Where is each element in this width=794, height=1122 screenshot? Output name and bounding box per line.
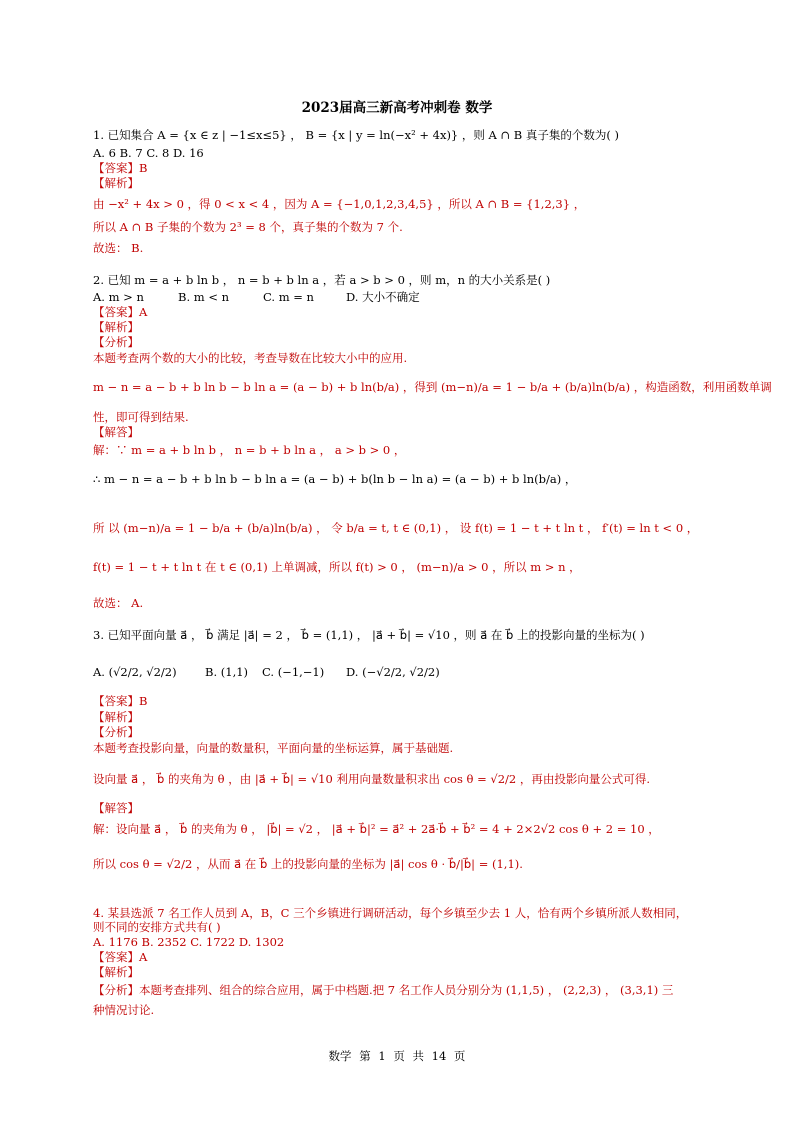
q2-answer: 【答案】A bbox=[93, 305, 148, 319]
q2-analysis-label: 【解析】 bbox=[93, 320, 139, 334]
q1-answer: 【答案】B bbox=[93, 161, 148, 175]
q2-solution-1: 解：∵ m = a + b ln b ， n = b + b ln a ， a > b > 0 ， bbox=[93, 443, 406, 457]
q3-fenxi-label: 【分析】 bbox=[93, 725, 139, 739]
q1-solution-line2: 所以 A ∩ B 子集的个数为 2³ = 8 个，真子集的个数为 7 个. bbox=[93, 220, 403, 234]
q4-answer: 【答案】A bbox=[93, 950, 148, 964]
q3-solution-1: 解：设向量 a⃗ ， b⃗ 的夹角为 θ ， |b⃗| = √2 ， |a⃗ + b⃗|² = a⃗² + 2a⃗·b⃗ + b⃗² = 4 + 2×2√2 cos θ + 2 = 10 ， bbox=[93, 822, 660, 836]
q2-solution-3: 所 以 (m−n)/a = 1 − b/a + (b/a)ln(b/a) ， 令 b/a = t, t ∈ (0,1) ， 设 f(t) = 1 − t + t ln t ， f′(t) = ln t < 0 ， bbox=[93, 521, 699, 535]
q3-option-b: B. (1,1) bbox=[205, 665, 249, 679]
q3-option-a: A. (√2/2, √2/2) bbox=[93, 665, 177, 679]
q1-options: A. 6 B. 7 C. 8 D. 16 bbox=[93, 146, 204, 160]
q3-option-c: C. (−1,−1) bbox=[262, 665, 325, 679]
q4-fenxi-line2: 种情况讨论. bbox=[93, 1003, 155, 1017]
q1-conclusion: 故选： B. bbox=[93, 241, 144, 255]
q2-stem: 2. 已知 m = a + b ln b ， n = b + b ln a ，若 a > b > 0 ，则 m，n 的大小关系是( ) bbox=[93, 273, 551, 287]
q3-analysis-label: 【解析】 bbox=[93, 710, 139, 724]
q2-fenxi-label: 【分析】 bbox=[93, 335, 139, 349]
q2-solution-4: f(t) = 1 − t + t ln t 在 t ∈ (0,1) 上单调减，所以 f(t) > 0 ， (m−n)/a > 0 ，所以 m > n ， bbox=[93, 560, 581, 574]
q2-analysis-line2: 性，即可得到结果. bbox=[93, 410, 189, 424]
page-footer: 数学 第 1 页 共 14 页 bbox=[328, 1049, 466, 1063]
q3-jieda-label: 【解答】 bbox=[93, 801, 139, 815]
q2-option-c: C. m = n bbox=[263, 290, 314, 304]
q3-analysis-line1: 设向量 a⃗ ， b⃗ 的夹角为 θ ，由 |a⃗ + b⃗| = √10 利用向量数量积求出 cos θ = √2/2 ，再由投影向量公式可得. bbox=[93, 772, 651, 786]
q4-fenxi-line1: 【分析】本题考查排列、组合的综合应用，属于中档题.把 7 名工作人员分别分为 (1,1,5) ， (2,2,3) ， (3,3,1) 三 bbox=[93, 983, 674, 997]
q2-fenxi: 本题考查两个数的大小的比较，考查导数在比较大小中的应用. bbox=[93, 351, 408, 365]
q4-stem-line2: 则不同的安排方式共有( ) bbox=[93, 920, 221, 934]
q1-analysis-label: 【解析】 bbox=[93, 176, 139, 190]
q2-jieda-label: 【解答】 bbox=[93, 425, 139, 439]
q2-analysis-line1: m − n = a − b + b ln b − b ln a = (a − b) + b ln(b/a) ，得到 (m−n)/a = 1 − b/a + (b/a)ln(b/a) ，构造函数，利用函数单调 bbox=[93, 380, 772, 394]
q2-solution-2: ∴ m − n = a − b + b ln b − b ln a = (a − b) + b(ln b − ln a) = (a − b) + b ln(b/a) ， bbox=[93, 472, 577, 486]
q4-stem-line1: 4. 某县选派 7 名工作人员到 A，B，C 三个乡镇进行调研活动，每个乡镇至少去 1 人，恰有两个乡镇所派人数相同， bbox=[93, 906, 688, 920]
q3-fenxi: 本题考查投影向量，向量的数量积，平面向量的坐标运算，属于基础题. bbox=[93, 741, 454, 755]
q4-options: A. 1176 B. 2352 C. 1722 D. 1302 bbox=[93, 935, 285, 949]
q3-solution-2: 所以 cos θ = √2/2 ，从而 a⃗ 在 b⃗ 上的投影向量的坐标为 |a⃗| cos θ · b⃗/|b⃗| = (1,1). bbox=[93, 857, 523, 871]
page-title: 2023届高三新高考冲刺卷 数学 bbox=[301, 100, 493, 116]
q1-solution-line1: 由 −x² + 4x > 0 ，得 0 < x < 4 ，因为 A = {−1,0,1,2,3,4,5} ，所以 A ∩ B = {1,2,3} ， bbox=[93, 197, 586, 211]
q3-answer: 【答案】B bbox=[93, 694, 148, 708]
q2-option-b: B. m < n bbox=[178, 290, 230, 304]
q3-stem: 3. 已知平面向量 a⃗ ， b⃗ 满足 |a⃗| = 2 ， b⃗ = (1,1) ， |a⃗ + b⃗| = √10 ，则 a⃗ 在 b⃗ 上的投影向量的坐标为( ) bbox=[93, 628, 645, 642]
q4-analysis-label: 【解析】 bbox=[93, 965, 139, 979]
q2-conclusion: 故选： A. bbox=[93, 596, 144, 610]
q2-option-a: A. m > n bbox=[93, 290, 144, 304]
q1-stem: 1. 已知集合 A = {x ∈ z | −1≤x≤5} ， B = {x | y = ln(−x² + 4x)} ，则 A ∩ B 真子集的个数为( ) bbox=[93, 128, 620, 142]
q3-option-d: D. (−√2/2, √2/2) bbox=[346, 665, 440, 679]
q2-option-d: D. 大小不确定 bbox=[346, 290, 420, 304]
